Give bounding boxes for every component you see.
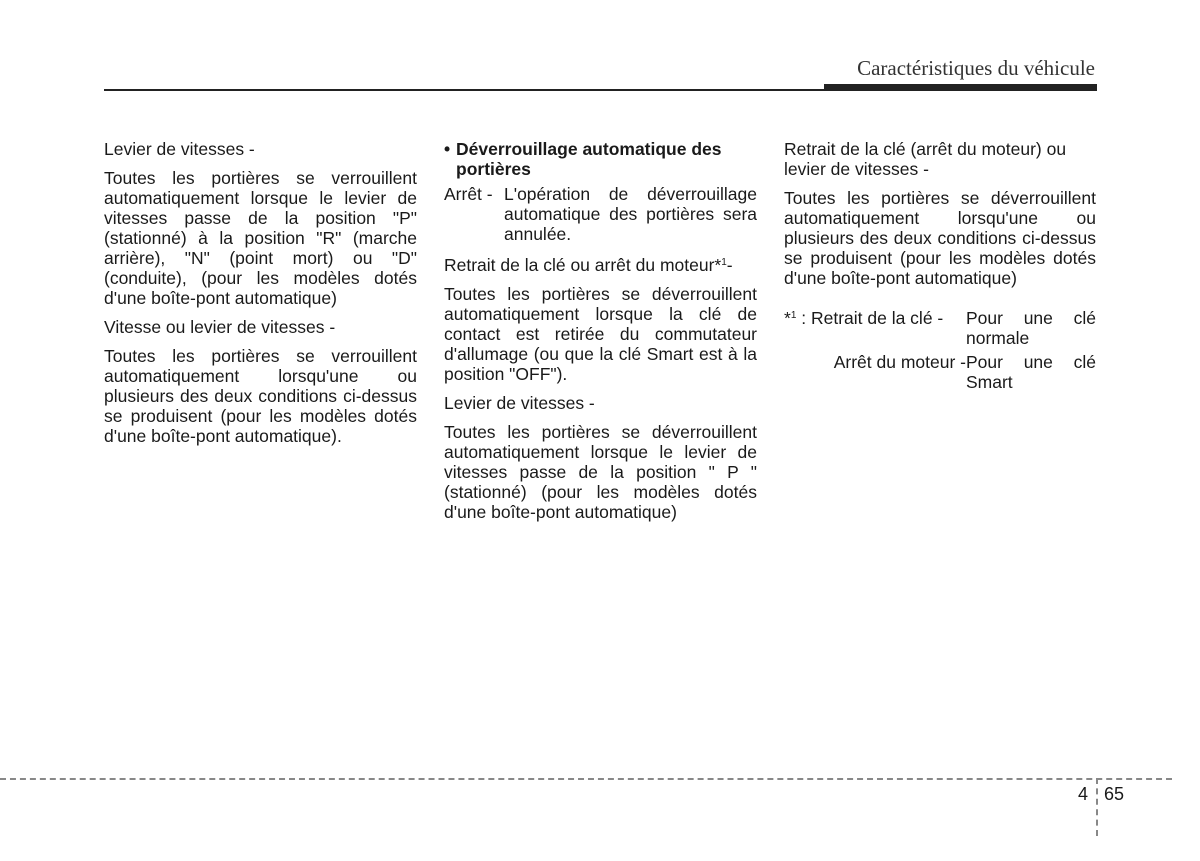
subheading: Levier de vitesses - xyxy=(444,393,595,413)
paragraph: Toutes les portières se verrouillent automatiquement lorsqu'une ou plusieurs des deux conditions ci-dessus se produisent (pour les modèles dotés d'une boîte-pont automatique). xyxy=(104,346,417,446)
footnote-key: Arrêt du moteur - xyxy=(833,352,966,372)
definition-term: Arrêt - xyxy=(444,184,493,204)
footer-rule xyxy=(0,778,1172,780)
header-rule xyxy=(104,89,1097,91)
subheading: Levier de vitesses - xyxy=(104,139,255,159)
definition-row xyxy=(444,184,757,244)
footnote-star: * xyxy=(784,308,791,328)
footer-divider xyxy=(1096,778,1098,836)
footnotes xyxy=(784,308,1096,392)
footnote-row xyxy=(784,352,1096,392)
footnote-marker: 1 xyxy=(790,310,797,321)
subheading-end: - xyxy=(726,255,733,275)
footnote-row xyxy=(784,308,1096,348)
subheading-text: Retrait de la clé ou arrêt du moteur* xyxy=(444,255,722,275)
footnote-key-text: : Retrait de la clé - xyxy=(796,308,944,328)
footnote-value: Pour une clé Smart xyxy=(966,352,1096,392)
subheading: Retrait de la clé (arrêt du moteur) ou levier de vitesses - xyxy=(784,139,1067,179)
column-right xyxy=(784,139,1096,396)
bullet-heading-text: Déverrouillage automatique des portières xyxy=(456,139,722,179)
paragraph: Toutes les portières se déverrouillent automatiquement lorsque le levier de vitesses passe de la position " P " (stationné) (pour les modèles dotés d'une boîte-pont automatique) xyxy=(444,422,757,522)
bullet-icon: • xyxy=(444,139,451,159)
subheading: Vitesse ou levier de vitesses - xyxy=(104,317,336,337)
bullet-heading xyxy=(444,139,757,179)
page-number: 65 xyxy=(1104,784,1125,804)
subheading xyxy=(444,255,757,275)
footnote-value: Pour une clé normale xyxy=(966,308,1096,348)
running-header-title: Caractéristiques du véhicule xyxy=(857,56,1095,80)
paragraph: Toutes les portières se déverrouillent automatiquement lorsque la clé de contact est retirée du commutateur d'allumage (ou que la clé Smart est à la position "OFF"). xyxy=(444,284,757,384)
footnote-key xyxy=(784,308,966,348)
column-left xyxy=(104,139,417,455)
paragraph: Toutes les portières se déverrouillent automatiquement lorsqu'une ou plusieurs des deux conditions ci-dessus se produisent (pour les modèles dotés d'une boîte-pont automatique) xyxy=(784,188,1096,288)
column-middle xyxy=(444,139,757,531)
definition-desc: L'opération de déverrouillage automatique des portières sera annulée. xyxy=(504,184,757,244)
paragraph: Toutes les portières se verrouillent automatiquement lorsque le levier de vitesses passe de la position "P" (stationné) à la position "R" (marche arrière), "N" (point mort) ou "D" (conduite), (pour les modèles dotés d'une boîte-pont automatique) xyxy=(104,168,417,308)
footnote-marker: 1 xyxy=(721,257,727,268)
chapter-number: 4 xyxy=(1078,784,1089,804)
